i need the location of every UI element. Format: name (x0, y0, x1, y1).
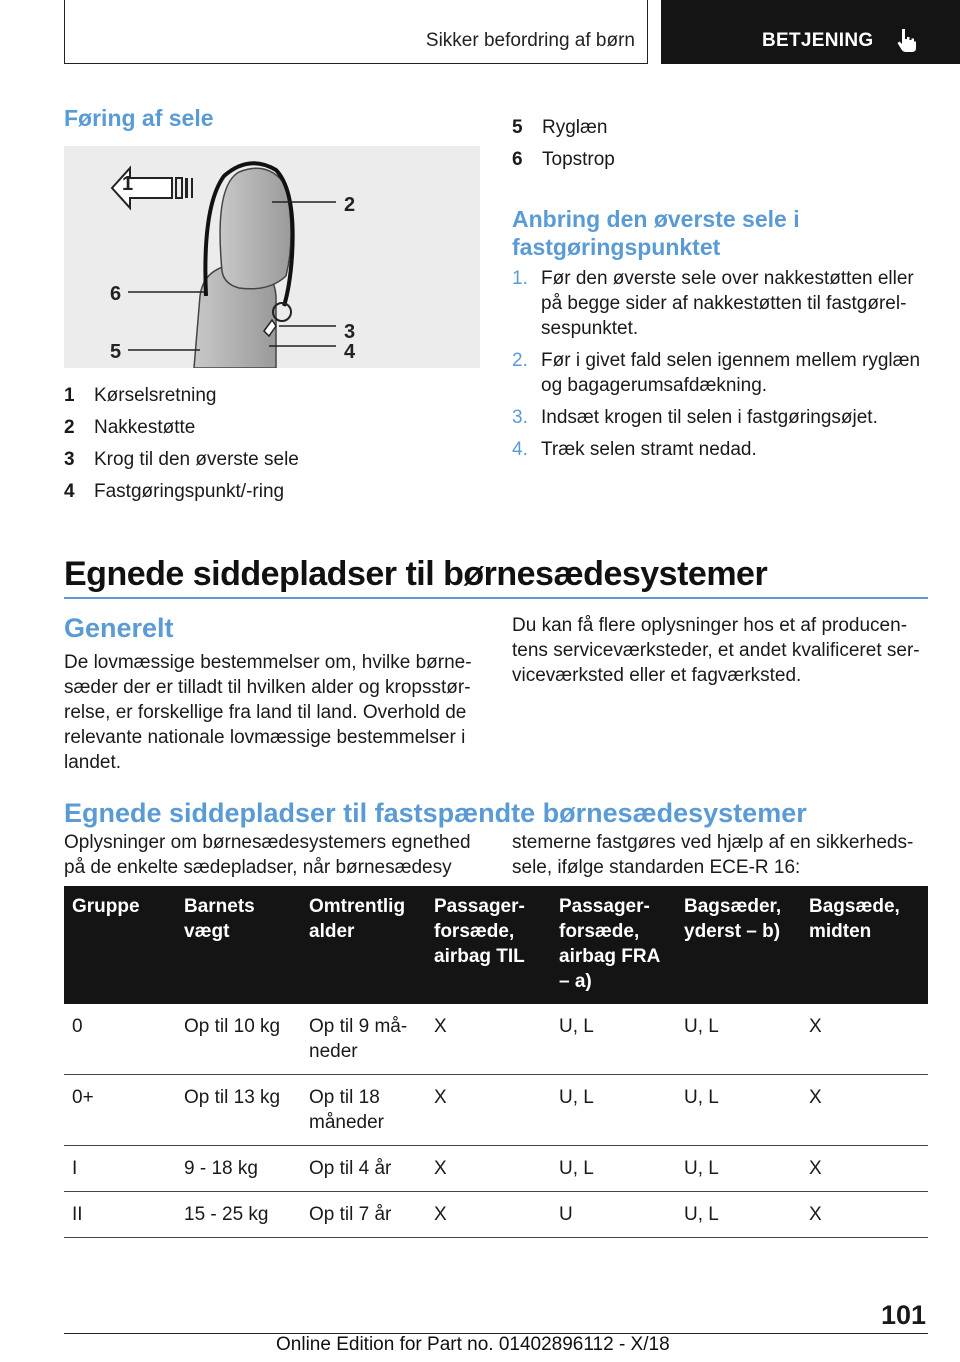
table-cell: I (64, 1146, 176, 1192)
table-cell: 9 - 18 kg (176, 1146, 301, 1192)
child-seat-table (64, 886, 928, 1238)
table-cell: X (426, 1004, 551, 1075)
table-cell: U, L (676, 1146, 801, 1192)
general-text-right: Du kan få flere oplysninger hos et af producentens serviceværksteder, et andet kvalificeret serviceværksted eller et fagværksted. (512, 615, 920, 686)
step-item: 4. Træk selen stramt nedad. (512, 439, 757, 460)
seatbelt-guide-title: Føring af sele (64, 105, 214, 131)
table-cell: X (801, 1075, 928, 1146)
figure-label-5: 5 (110, 341, 122, 363)
figure-label-1: 1 (122, 173, 134, 195)
footer-edition: Online Edition for Part no. 01402896112 - X/18 (276, 1334, 670, 1355)
attach-title: Anbring den øverste sele i fastgøringspunktet (512, 206, 800, 260)
table-cell: Op til 9 måneder (301, 1004, 426, 1075)
col-header: Omtrentlig alder (301, 886, 426, 1004)
legend-item: 4 Fastgøringspunkt/-ring (64, 481, 285, 502)
table-cell: U, L (551, 1075, 676, 1146)
attach-steps (512, 266, 932, 469)
table-cell: U, L (551, 1146, 676, 1192)
table-cell: Op til 7 år (301, 1192, 426, 1238)
legend-item: 5 Ryglæn (512, 117, 608, 138)
legend-item: 3 Krog til den øverste sele (64, 449, 299, 470)
fixed-seats-title: Egnede siddepladser til fastspændte børnesædesystemer (64, 798, 807, 828)
table-row (64, 1192, 928, 1238)
figure-label-3: 3 (344, 321, 356, 343)
figure-legend-left (64, 380, 484, 508)
col-header: Bagsæder, yderst – b) (676, 886, 801, 1004)
header-chapter-box (661, 0, 960, 64)
table-cell: U, L (551, 1004, 676, 1075)
table-header-row (64, 886, 928, 1004)
col-header: Passagerforsæde, airbag FRA – a) (551, 886, 676, 1004)
fixed-text-right: stemerne fastgøres ved hjælp af en sikkerhedssele, ifølge standarden ECE-R 16: (512, 832, 914, 878)
legend-item: 6 Topstrop (512, 149, 615, 170)
table-cell: Op til 4 år (301, 1146, 426, 1192)
figure-legend-right (512, 112, 932, 176)
general-title: Generelt (64, 613, 174, 643)
header-section-box (64, 0, 648, 64)
general-text-left: De lovmæssige bestemmelser om, hvilke børnesæder der er tilladt til hvilken alder og kropsstørrelse, er forskellige fra land til land. Overhold de relevante nationale lovmæssige bestemmelser i landet. (64, 652, 472, 773)
table-cell: 0 (64, 1004, 176, 1075)
col-header: Barnets vægt (176, 886, 301, 1004)
table-cell: X (801, 1192, 928, 1238)
figure-label-6: 6 (110, 283, 122, 305)
table-cell: U, L (676, 1192, 801, 1238)
headrest-shape (220, 168, 291, 289)
heading-rule (64, 597, 928, 599)
table-cell: 0+ (64, 1075, 176, 1146)
table-row (64, 1004, 928, 1075)
legend-item: 2 Nakkestøtte (64, 417, 196, 438)
step-item: 2. Før i givet fald selen igennem mellem ryglæn og bagagerumsafdækning. (512, 350, 921, 396)
figure-label-4: 4 (344, 341, 356, 363)
table-cell: Op til 10 kg (176, 1004, 301, 1075)
legend-item: 1 Kørselsretning (64, 385, 217, 406)
table-cell: U, L (676, 1075, 801, 1146)
header-section-title: Sikker befordring af børn (425, 30, 635, 51)
table-cell: Op til 18 måneder (301, 1075, 426, 1146)
seatbelt-figure (64, 146, 480, 368)
figure-label-2: 2 (344, 194, 356, 216)
table-cell: II (64, 1192, 176, 1238)
table-cell: Op til 13 kg (176, 1075, 301, 1146)
table-cell: X (426, 1192, 551, 1238)
suitable-seats-heading: Egnede siddepladser til børnesædesystemer (64, 555, 768, 593)
table-cell: 15 - 25 kg (176, 1192, 301, 1238)
table-cell: X (801, 1146, 928, 1192)
col-header: Bagsæde, midten (801, 886, 928, 1004)
table-cell: X (426, 1075, 551, 1146)
table-cell: U (551, 1192, 676, 1238)
direction-arrow-icon (112, 168, 172, 208)
page-number: 101 (880, 1300, 926, 1330)
fixed-text-left: Oplysninger om børnesædesystemers egnethed på de enkelte sædepladser, når børnesædesy (64, 832, 471, 878)
table-cell: X (426, 1146, 551, 1192)
step-item: 1. Før den øverste sele over nakkestøtten eller på begge sider af nakkestøtten til fastgørelsespunktet. (512, 268, 914, 339)
table-row (64, 1146, 928, 1192)
table-cell: X (801, 1004, 928, 1075)
table-row (64, 1075, 928, 1146)
col-header: Gruppe (64, 886, 176, 1004)
step-item: 3. Indsæt krogen til selen i fastgøringsøjet. (512, 407, 878, 428)
table-cell: U, L (676, 1004, 801, 1075)
col-header: Passagerforsæde, airbag TIL (426, 886, 551, 1004)
header-chapter-title: BETJENING (762, 30, 874, 51)
seatbelt-illustration (64, 146, 480, 368)
hand-pointer-icon (893, 26, 921, 54)
